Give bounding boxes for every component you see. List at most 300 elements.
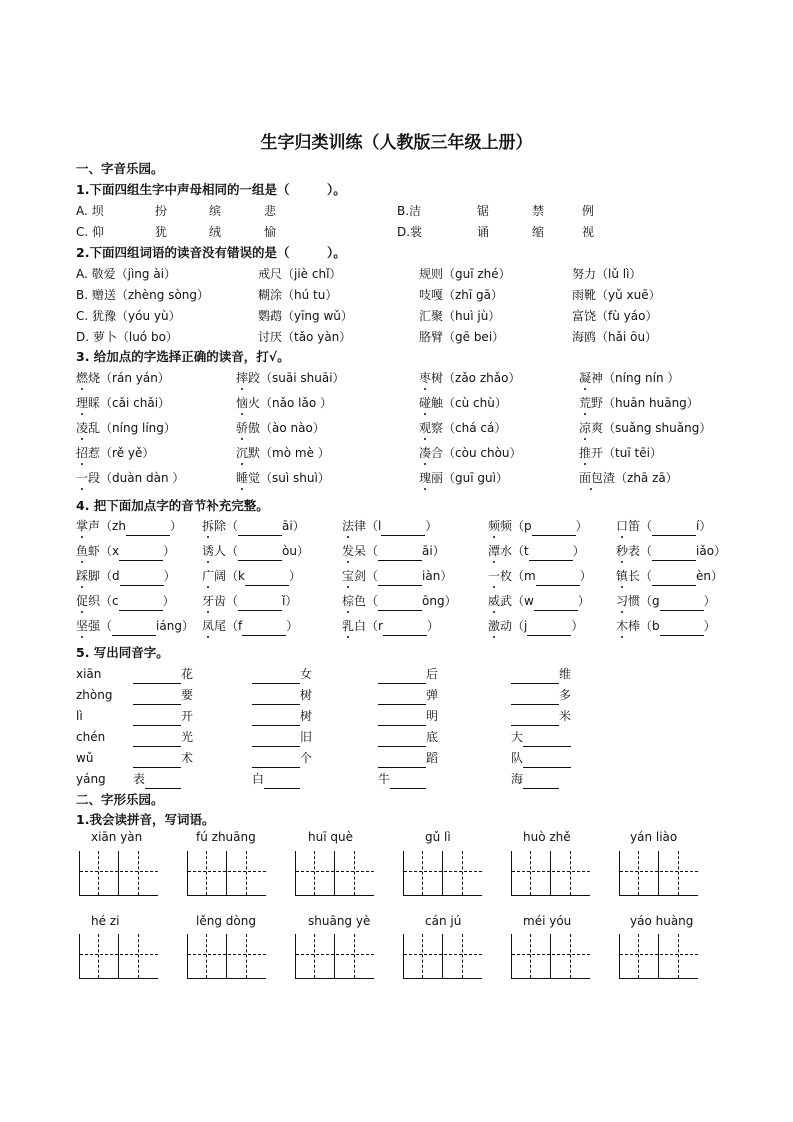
answer-blank[interactable] — [264, 774, 300, 789]
pinyin-label: xiān — [76, 667, 102, 681]
char: 色 — [354, 594, 367, 608]
grid-center-line — [138, 851, 139, 895]
bracket-close: ） — [579, 569, 592, 583]
char: 呆 — [354, 544, 367, 558]
grid-center-line — [206, 934, 207, 978]
char: 白 — [354, 619, 367, 633]
fill-pinyin-item — [616, 591, 716, 611]
dotted-char: 宝 — [342, 566, 354, 586]
option-char: 犹 — [155, 225, 168, 239]
pinyin-prompt: fú zhuāng — [196, 830, 256, 844]
grid-center-line — [422, 934, 423, 978]
q2-option-row — [76, 327, 716, 347]
option-c: C. 仰 — [76, 225, 105, 239]
bracket-close: āi） — [282, 519, 305, 533]
answer-blank[interactable] — [660, 596, 704, 611]
answer-blank[interactable] — [378, 596, 422, 611]
fill-pinyin-item — [76, 591, 175, 611]
answer-blank[interactable] — [238, 521, 282, 536]
char: 睬 — [88, 396, 101, 410]
char: 长 — [628, 569, 641, 583]
dotted-char: 睡 — [236, 468, 248, 488]
answer-blank[interactable] — [119, 596, 163, 611]
pinyin-choice-item[interactable] — [76, 468, 184, 488]
homophone-item — [133, 664, 193, 684]
dotted-char: 恼 — [236, 393, 248, 413]
bracket-close: ） — [426, 619, 439, 633]
word-with-pinyin: 规则（guī zhé） — [419, 267, 511, 281]
answer-blank[interactable] — [532, 521, 576, 536]
answer-blank[interactable] — [252, 669, 300, 684]
fill-pinyin-item — [76, 616, 194, 636]
dotted-char: 瑰 — [419, 468, 431, 488]
homophone-row — [76, 706, 676, 726]
bracket-open: （l — [366, 519, 382, 533]
dotted-char: 枣 — [419, 368, 431, 388]
pinyin-prompt: huò zhě — [523, 830, 571, 844]
char: 武 — [500, 594, 513, 608]
grid-midline — [404, 871, 482, 872]
grid-divider — [226, 851, 227, 895]
dotted-char: 凤 — [202, 616, 214, 636]
homophone-item — [378, 748, 438, 768]
char: 强 — [88, 619, 101, 633]
dotted-char: 面包 — [579, 468, 603, 488]
grid-center-line — [570, 851, 571, 895]
writing-grid[interactable] — [403, 851, 482, 896]
section-heading: 二、字形乐园。 — [76, 792, 164, 807]
bracket-open: （ — [640, 544, 653, 558]
bracket-close: ） — [577, 594, 590, 608]
grid-center-line — [422, 851, 423, 895]
char: 频 — [500, 519, 513, 533]
char: 维 — [559, 667, 572, 681]
fill-pinyin-item — [202, 591, 297, 611]
answer-blank[interactable] — [133, 753, 181, 768]
homophone-item — [511, 685, 571, 705]
pinyin-choice-item[interactable] — [579, 418, 711, 438]
homophone-item — [378, 685, 438, 705]
dotted-char: 乳 — [342, 616, 354, 636]
pinyin-label: yáng — [76, 772, 106, 786]
answer-blank[interactable] — [112, 621, 156, 636]
dotted-char: 鱼 — [76, 541, 88, 561]
option-char: 绒 — [209, 225, 222, 239]
homophone-item — [252, 727, 312, 747]
pinyin-prompt: xiān yàn — [91, 830, 143, 844]
dotted-char: 发 — [342, 541, 354, 561]
bracket-open: （d — [100, 569, 120, 583]
homophone-row — [76, 727, 676, 747]
answer-blank[interactable] — [652, 571, 696, 586]
question-5: 5. 写出同音字。 — [76, 645, 169, 660]
fill-pinyin-item — [488, 541, 585, 561]
pinyin-choice-item[interactable] — [419, 418, 506, 438]
answer-blank[interactable] — [523, 774, 559, 789]
pinyin-choice-item[interactable] — [579, 393, 699, 413]
char: 表 — [628, 544, 641, 558]
dotted-char: 坚 — [76, 616, 88, 636]
word-with-pinyin: 鹦鹉（yīng wǔ） — [258, 309, 353, 323]
fill-pinyin-item — [202, 541, 309, 561]
writing-grid[interactable] — [511, 851, 590, 896]
pinyin-choice-item[interactable] — [579, 468, 678, 488]
fill-pinyin-item — [342, 566, 452, 586]
pinyin-choice-item[interactable] — [236, 468, 330, 488]
char: 树 — [300, 709, 313, 723]
answer-blank[interactable] — [381, 521, 425, 536]
char: 枚 — [500, 569, 513, 583]
grid-midline — [296, 954, 374, 955]
answer-blank[interactable] — [238, 546, 282, 561]
answer-blank[interactable] — [652, 521, 696, 536]
grid-divider — [658, 851, 659, 895]
bracket-open: （ — [366, 569, 379, 583]
char: 米 — [559, 709, 572, 723]
q3-item-row — [76, 468, 736, 488]
char: 要 — [181, 688, 194, 702]
dotted-char: 威 — [488, 591, 500, 611]
answer-blank[interactable] — [133, 732, 181, 747]
grid-center-line — [462, 934, 463, 978]
bracket-close: ） — [572, 544, 585, 558]
grid-center-line — [462, 851, 463, 895]
fill-pinyin-item — [488, 566, 592, 586]
writing-grid[interactable] — [403, 934, 482, 979]
pinyin-label: chén — [76, 730, 106, 744]
char: 队 — [511, 751, 524, 765]
answer-blank[interactable] — [378, 546, 422, 561]
dotted-char: 棕 — [342, 591, 354, 611]
grid-center-line — [530, 851, 531, 895]
answer-blank[interactable] — [378, 732, 426, 747]
answer-blank[interactable] — [536, 571, 580, 586]
writing-grid[interactable] — [187, 851, 266, 896]
char: 棒 — [628, 619, 641, 633]
answer-blank[interactable] — [523, 732, 571, 747]
fill-pinyin-item — [616, 566, 723, 586]
answer-blank[interactable] — [511, 669, 559, 684]
pinyin-options: （níng nín ） — [603, 371, 680, 385]
answer-blank[interactable] — [527, 621, 571, 636]
writing-grid[interactable] — [295, 934, 374, 979]
writing-grid[interactable] — [619, 934, 698, 979]
dotted-char: 广 — [202, 566, 214, 586]
bracket-close: āi） — [422, 544, 445, 558]
section-heading: 一、字音乐园。 — [76, 161, 164, 176]
fill-pinyin-item — [202, 566, 301, 586]
homophone-item — [511, 706, 571, 726]
grid-divider — [226, 934, 227, 978]
homophone-row — [76, 769, 676, 789]
dotted-char: 诱 — [202, 541, 214, 561]
word-with-pinyin: A. 敬爱（jìng ài） — [76, 267, 177, 281]
question-3: 3. 给加点的字选择正确的读音，打√。 — [76, 349, 290, 364]
q4-item-row — [76, 541, 736, 561]
dotted-char: 一 — [488, 566, 500, 586]
answer-blank[interactable] — [390, 774, 426, 789]
dotted-char: 荒 — [579, 393, 591, 413]
answer-blank[interactable] — [252, 690, 300, 705]
option-char: 视 — [582, 225, 595, 239]
bracket-close: ōng） — [422, 594, 457, 608]
answer-blank[interactable] — [652, 546, 696, 561]
answer-blank[interactable] — [133, 690, 181, 705]
bracket-open: （w — [512, 594, 534, 608]
bracket-close: ） — [703, 594, 716, 608]
word-with-pinyin: 海鸥（hǎi ōu） — [572, 330, 658, 344]
answer-blank[interactable] — [378, 669, 426, 684]
pinyin-options: （duàn dàn ） — [100, 471, 185, 485]
char: 段 — [88, 471, 101, 485]
grid-center-line — [98, 934, 99, 978]
pinyin-prompt: yán liào — [630, 830, 678, 844]
fill-pinyin-item — [76, 541, 175, 561]
pinyin-prompt: gǔ lì — [425, 830, 451, 844]
pinyin-options: （guī guì） — [443, 471, 508, 485]
fill-pinyin-item — [342, 516, 437, 536]
answer-blank[interactable] — [534, 596, 578, 611]
word-with-pinyin: 讨厌（tǎo yàn） — [258, 330, 352, 344]
dotted-char: 观 — [419, 418, 431, 438]
homophone-item — [252, 706, 312, 726]
grid-divider — [550, 851, 551, 895]
grid-divider — [118, 934, 119, 978]
grid-center-line — [678, 851, 679, 895]
answer-blank[interactable] — [529, 546, 573, 561]
answer-blank[interactable] — [511, 690, 559, 705]
pinyin-choice-item[interactable] — [236, 393, 332, 413]
pinyin-options: （huān huāng） — [603, 396, 699, 410]
pinyin-options: （còu chòu） — [443, 446, 522, 460]
answer-blank[interactable] — [133, 669, 181, 684]
pinyin-choice-item[interactable] — [236, 368, 345, 388]
char: 术 — [181, 751, 194, 765]
q4-item-row — [76, 516, 736, 536]
dotted-char: 木 — [616, 616, 628, 636]
q1-option-row — [76, 201, 716, 221]
pinyin-options: （zǎo zhǎo） — [443, 371, 521, 385]
dotted-char: 习 — [616, 591, 628, 611]
bracket-open: （ — [366, 594, 379, 608]
bracket-close: òu） — [282, 544, 309, 558]
char: 乱 — [88, 421, 101, 435]
answer-blank[interactable] — [252, 732, 300, 747]
bracket-close: ） — [169, 519, 182, 533]
answer-blank[interactable] — [145, 774, 181, 789]
bracket-close: ） — [163, 569, 176, 583]
homophone-item — [511, 748, 571, 768]
char: 齿 — [214, 594, 227, 608]
bracket-open: （r — [366, 619, 383, 633]
dotted-char: 掌 — [76, 516, 88, 536]
bracket-open: （ — [640, 519, 653, 533]
char: 光 — [181, 730, 194, 744]
writing-grid[interactable] — [187, 934, 266, 979]
question-2-1: 1.我会读拼音，写词语。 — [76, 812, 215, 827]
bracket-open: （ — [100, 619, 113, 633]
answer-blank[interactable] — [126, 521, 170, 536]
bracket-open: （j — [512, 619, 528, 633]
q3-item-row — [76, 393, 736, 413]
grid-center-line — [138, 934, 139, 978]
char: 惹 — [88, 446, 101, 460]
answer-blank[interactable] — [378, 571, 422, 586]
dotted-char: 凝 — [579, 368, 591, 388]
grid-midline — [512, 954, 590, 955]
pinyin-options: （cǎi chǎi） — [100, 396, 171, 410]
pinyin-choice-item[interactable] — [236, 443, 330, 463]
char: 大 — [511, 730, 524, 744]
q4-item-row — [76, 616, 736, 636]
word-with-pinyin: C. 犹豫（yóu yù） — [76, 309, 181, 323]
dotted-char: 凑 — [419, 443, 431, 463]
answer-blank[interactable] — [242, 621, 286, 636]
homophone-item — [133, 706, 193, 726]
fill-pinyin-item — [342, 616, 439, 636]
char: 弹 — [426, 688, 439, 702]
answer-blank[interactable] — [238, 596, 282, 611]
char: 明 — [426, 709, 439, 723]
dotted-char: 促 — [76, 591, 88, 611]
pinyin-options: （suì shuì） — [260, 471, 330, 485]
char: 海 — [511, 772, 524, 786]
writing-grid[interactable] — [511, 934, 590, 979]
writing-grid[interactable] — [79, 934, 158, 979]
answer-blank[interactable] — [133, 711, 181, 726]
fill-pinyin-item — [76, 516, 182, 536]
dotted-char: 燃 — [76, 368, 88, 388]
fill-pinyin-item — [342, 541, 445, 561]
answer-blank[interactable] — [378, 753, 426, 768]
char: 声 — [88, 519, 101, 533]
char: 剑 — [354, 569, 367, 583]
answer-blank[interactable] — [523, 753, 571, 768]
answer-blank[interactable] — [511, 711, 559, 726]
answer-blank[interactable] — [660, 621, 704, 636]
answer-blank[interactable] — [252, 753, 300, 768]
homophone-item — [133, 769, 181, 789]
bracket-close: ） — [286, 619, 299, 633]
option-char: 禁 — [532, 204, 545, 218]
pinyin-prompt: hé zi — [91, 914, 120, 928]
writing-grid[interactable] — [79, 851, 158, 896]
char: 神 — [591, 371, 604, 385]
writing-grid[interactable] — [619, 851, 698, 896]
pinyin-label: wǔ — [76, 751, 94, 765]
grid-divider — [442, 851, 443, 895]
grid-center-line — [354, 934, 355, 978]
option-char: 悲 — [264, 204, 277, 218]
q1-option-row — [76, 222, 716, 242]
homophone-item — [133, 685, 193, 705]
pinyin-choice-item[interactable] — [579, 368, 679, 388]
fill-pinyin-item — [76, 566, 176, 586]
grid-center-line — [678, 934, 679, 978]
pinyin-choice-item[interactable] — [76, 443, 154, 463]
grid-center-line — [530, 934, 531, 978]
pinyin-options: （chá cá） — [443, 421, 507, 435]
bracket-close: ǐ） — [282, 594, 298, 608]
option-char: 缩 — [532, 225, 545, 239]
fill-pinyin-item — [616, 516, 711, 536]
answer-blank[interactable] — [120, 571, 164, 586]
word-with-pinyin: 戒尺（jiè chǐ） — [258, 267, 342, 281]
question-1: 1.下面四组生字中声母相同的一组是（ ）。 — [76, 182, 346, 197]
option-char: 愉 — [264, 225, 277, 239]
homophone-item — [133, 748, 193, 768]
char: 脚 — [88, 569, 101, 583]
pinyin-options: （níng líng） — [100, 421, 176, 435]
answer-blank[interactable] — [252, 711, 300, 726]
pinyin-choice-item[interactable] — [236, 418, 325, 438]
grid-divider — [334, 934, 335, 978]
pinyin-choice-item[interactable] — [579, 443, 662, 463]
answer-blank[interactable] — [383, 621, 427, 636]
pinyin-choice-item[interactable] — [419, 468, 508, 488]
word-with-pinyin: 努力（lǔ lì） — [572, 267, 642, 281]
pinyin-options: （rě yě） — [100, 446, 155, 460]
dotted-char: 沉 — [236, 443, 248, 463]
fill-pinyin-item — [616, 616, 716, 636]
pinyin-choice-item[interactable] — [76, 418, 176, 438]
char: 旧 — [300, 730, 313, 744]
grid-center-line — [206, 851, 207, 895]
answer-blank[interactable] — [378, 690, 426, 705]
pinyin-options: （tuī tēi） — [603, 446, 662, 460]
homophone-item — [511, 664, 571, 684]
pinyin-choice-item[interactable] — [76, 393, 170, 413]
grid-center-line — [246, 934, 247, 978]
dotted-char: 口 — [616, 516, 628, 536]
homophone-row — [76, 748, 676, 768]
char: 除 — [214, 519, 227, 533]
answer-blank[interactable] — [378, 711, 426, 726]
char: 人 — [214, 544, 227, 558]
pinyin-prompt: cán jú — [425, 914, 462, 928]
answer-blank[interactable] — [119, 546, 163, 561]
bracket-close: èn） — [696, 569, 724, 583]
pinyin-options: （cù chù） — [443, 396, 507, 410]
q3-item-row — [76, 443, 736, 463]
writing-grid[interactable] — [295, 851, 374, 896]
bracket-open: （k — [226, 569, 245, 583]
option-b: B.洁 — [397, 204, 422, 218]
pinyin-label: lì — [76, 709, 83, 723]
bracket-close: ） — [288, 569, 301, 583]
fill-pinyin-item — [342, 591, 457, 611]
char: 触 — [431, 396, 444, 410]
pinyin-choice-item[interactable] — [76, 368, 170, 388]
q4-item-row — [76, 566, 736, 586]
bracket-close: ） — [575, 519, 588, 533]
bracket-open: （b — [640, 619, 660, 633]
q3-item-row — [76, 368, 736, 388]
bracket-close: ） — [571, 619, 584, 633]
pinyin-choice-item[interactable] — [419, 443, 522, 463]
bracket-open: （zh — [100, 519, 126, 533]
pinyin-choice-item[interactable] — [419, 368, 520, 388]
answer-blank[interactable] — [245, 571, 289, 586]
homophone-item — [252, 664, 312, 684]
pinyin-prompt: yáo huàng — [630, 914, 694, 928]
grid-divider — [658, 934, 659, 978]
grid-center-line — [314, 934, 315, 978]
pinyin-choice-item[interactable] — [419, 393, 507, 413]
bracket-open: （p — [512, 519, 532, 533]
grid-divider — [334, 851, 335, 895]
homophone-item — [378, 664, 438, 684]
